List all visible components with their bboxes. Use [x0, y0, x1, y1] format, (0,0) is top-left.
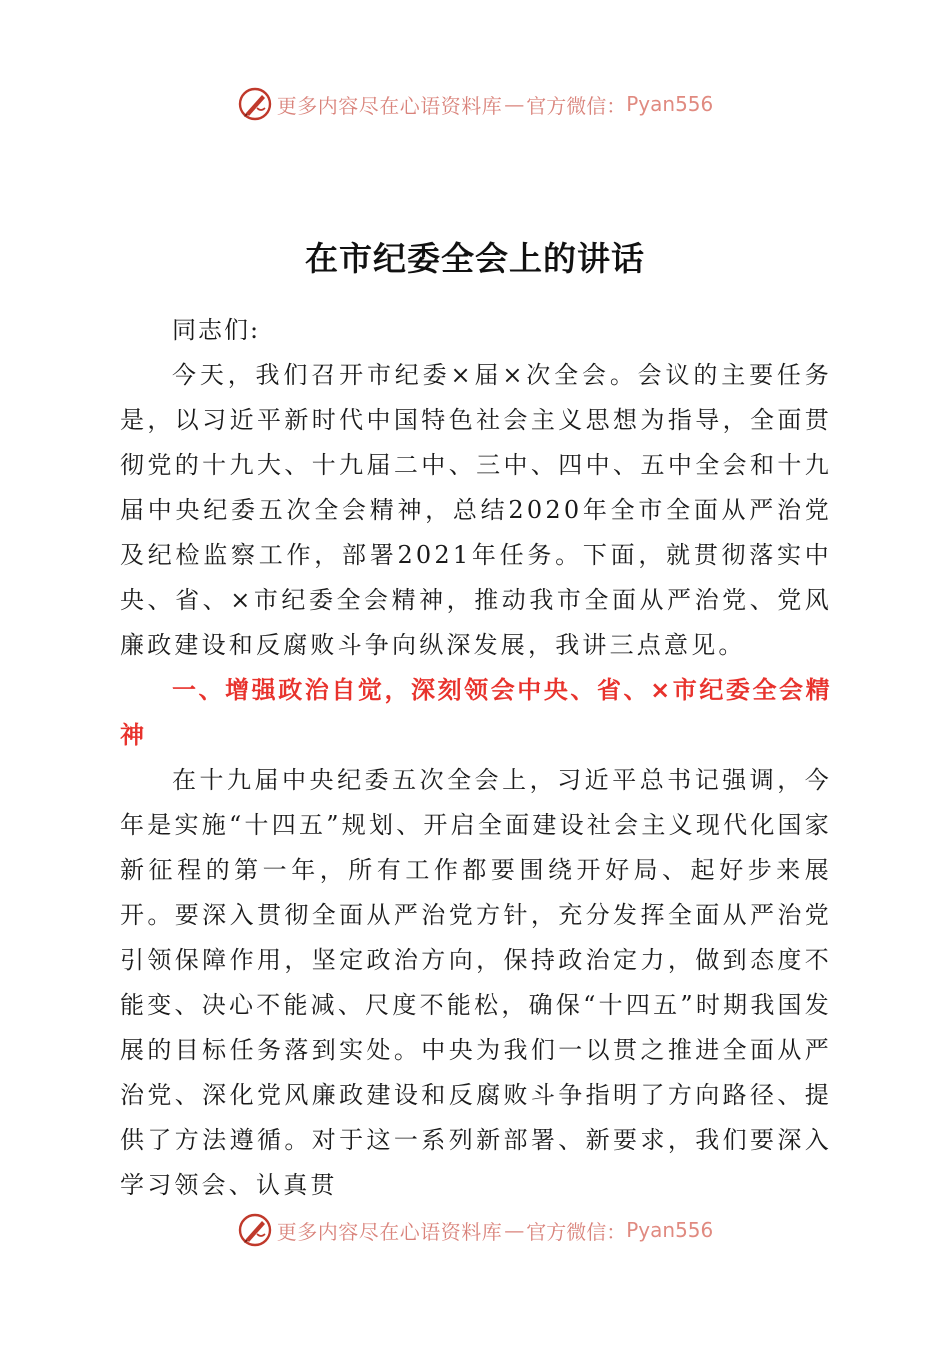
- watermark-wechat-id: Pyan556: [626, 92, 714, 116]
- document-title: 在市纪委全会上的讲话: [305, 239, 645, 278]
- watermark-separator: —: [504, 1218, 525, 1242]
- greeting: 同志们:: [172, 316, 261, 344]
- watermark-text: 更多内容尽在心语资料库: [276, 93, 503, 118]
- watermark-label: 官方微信：: [526, 1219, 627, 1244]
- watermark-separator: —: [504, 92, 525, 116]
- pen-logo-icon: [237, 1212, 273, 1248]
- section-paragraph-1: 在十九届中央纪委五次全会上，习近平总书记强调，今年是实施“十四五”规划、开启全面建设社会主义现代化国家新征程的第一年，所有工作都要围绕开好局、起好步来展开。要深入贯彻全面从严治党方针，充分发挥全面从严治党引领保障作用，坚定政治方向，保持政治定力，做到态度不能变、决心不能减、尺度不能松，确保“十四五”时期我国发展的目标任务落到实处。中央为我们一以贯之推进全面从严治党、深化党风廉政建设和反腐败斗争指明了方向路径、提供了方法遵循。对于这一系列新部署、新要求，我们要深入学习领会、认真贯: [120, 766, 832, 1199]
- pen-logo-icon: [237, 86, 273, 122]
- document-body: [120, 308, 832, 1208]
- watermark-wechat-id: Pyan556: [626, 1218, 714, 1242]
- footer-watermark: [0, 1208, 950, 1252]
- watermark-text: 更多内容尽在心语资料库: [276, 1219, 503, 1244]
- intro-paragraph: 今天，我们召开市纪委×届×次全会。会议的主要任务是，以习近平新时代中国特色社会主义思想为指导，全面贯彻党的十九大、十九届二中、三中、四中、五中全会和十九届中央纪委五次全会精神，总结2020年全市全面从严治党及纪检监察工作，部署2021年任务。下面，就贯彻落实中央、省、×市纪委全会精神，推动我市全面从严治党、党风廉政建设和反腐败斗争向纵深发展，我讲三点意见。: [120, 361, 832, 659]
- watermark-label: 官方微信：: [526, 93, 627, 118]
- header-watermark: [0, 82, 950, 126]
- section-heading-1: 一、增强政治自觉，深刻领会中央、省、×市纪委全会精神: [120, 676, 832, 749]
